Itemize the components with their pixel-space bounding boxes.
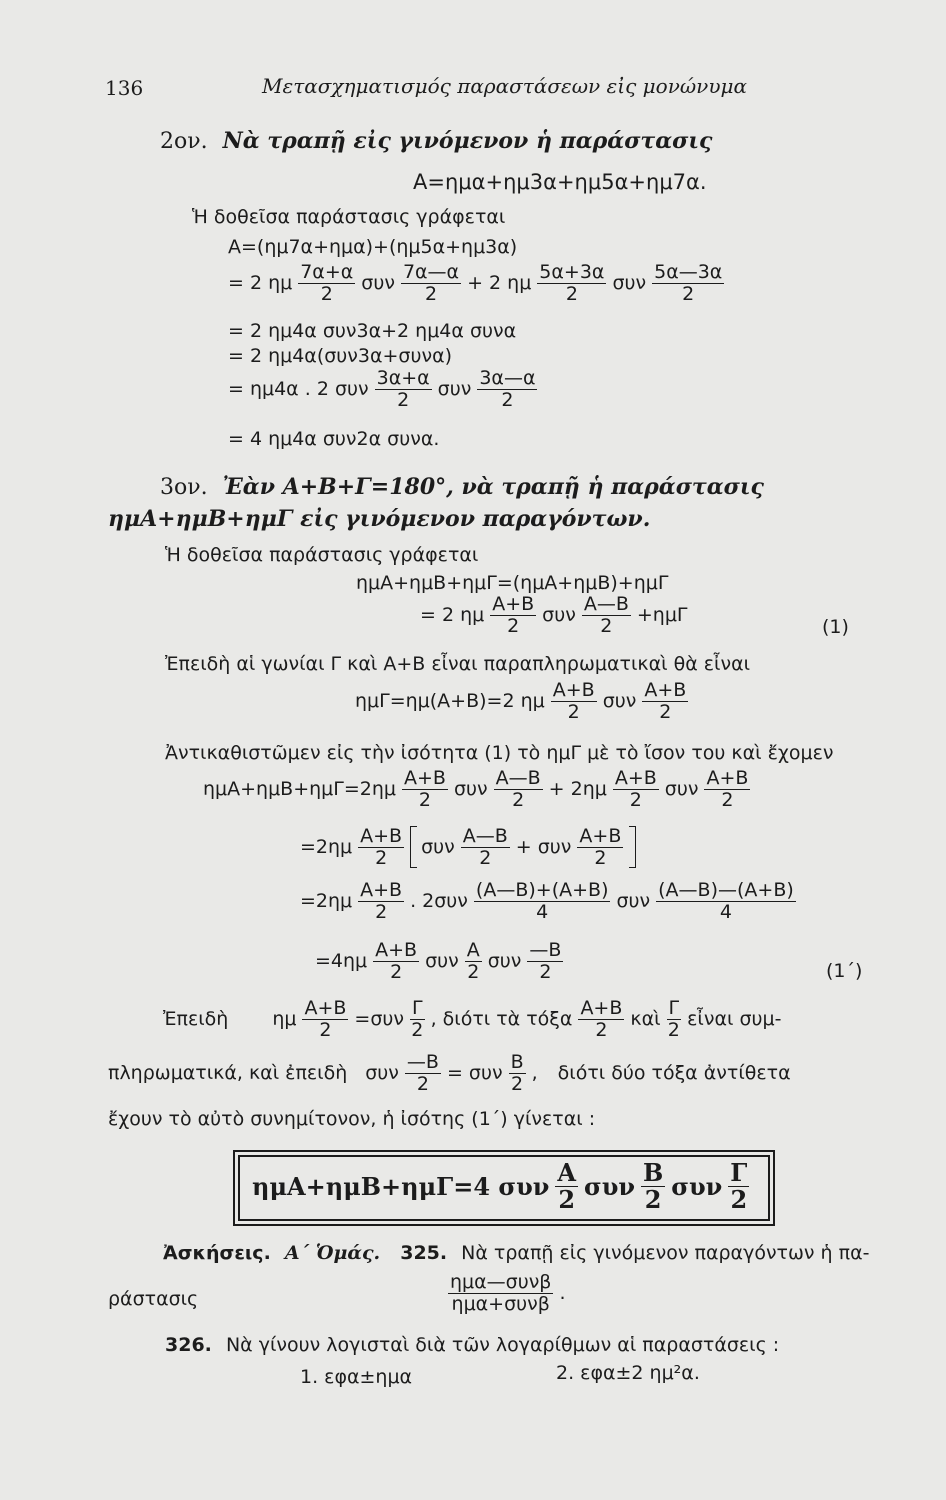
ex3-l6-frac1: Α+Β 2 — [360, 879, 403, 923]
ex2-l5-a: = ημ4α . 2 συν — [228, 378, 369, 401]
ex2-l5-b: συν — [437, 378, 472, 401]
ex3-l4-frac4: Α+Β 2 — [706, 767, 749, 811]
ex3-line6 — [300, 880, 798, 923]
left-bracket — [410, 826, 417, 868]
exercise-326-number: 326. — [165, 1334, 212, 1356]
ex3-s2-b: ημ — [272, 1008, 297, 1031]
ex3-s2-frac3: Α+Β 2 — [580, 997, 623, 1041]
ex2-l2-frac4: 5α—3α 2 — [654, 261, 723, 305]
ex3-s2-frac1: $\frac{A+B}{2}$ — [304, 997, 347, 1041]
result-b: συν — [584, 1172, 635, 1202]
ex3-tag1: (1) — [822, 616, 849, 638]
ex3-line3 — [355, 680, 690, 723]
ex3-l7-a: =4ημ — [315, 950, 368, 973]
ex2-heading — [160, 128, 712, 154]
ex3-line7 — [315, 940, 565, 983]
ex3-since4: ἔχουν τὸ αὐτὸ συνημίτονον, ἡ ἰσότης (1΄) γίνεται : — [108, 1108, 596, 1130]
ex2-title: Νὰ τραπῇ εἰς γινόμενον ἡ παράστασις — [222, 128, 713, 154]
ex3-l3-a: ημΓ=ημ(Α+Β)=2 ημ — [355, 690, 545, 713]
ex3-since2 — [163, 998, 781, 1041]
ex3-l6-a: =2ημ — [300, 890, 353, 913]
result-formula — [252, 1160, 751, 1214]
ex3-line2 — [420, 594, 688, 637]
ex3-s3-b: συν — [365, 1062, 399, 1085]
ex3-l6-c: συν — [616, 890, 651, 913]
ex3-l2-a: = 2 ημ — [420, 604, 485, 627]
page-number: 136 — [105, 76, 144, 100]
ex2-l2-frac1: 7α+α 2 — [300, 261, 354, 305]
ex2-number: 2ον. — [160, 129, 208, 154]
ex3-l7-frac2: Α 2 — [466, 939, 480, 983]
ex3-l5-a: =2ημ — [300, 836, 353, 859]
ex3-l7-frac1: Α+Β 2 — [375, 939, 418, 983]
ex3-title-line1: Ἐὰν Α+Β+Γ=180°, νὰ τραπῇ ἡ παράστασις — [222, 474, 764, 500]
ex3-line1: ημΑ+ημΒ+ημΓ=(ημΑ+ημΒ)+ημΓ — [356, 572, 669, 594]
ex3-s3-frac2: Β 2 — [510, 1051, 524, 1095]
ex2-line1: Α=(ημ7α+ημα)+(ημ5α+ημ3α) — [228, 236, 518, 258]
ex3-l4-frac3: Α+Β 2 — [614, 767, 657, 811]
ex2-l5-frac2: 3α—α 2 — [479, 367, 536, 411]
exercise-325-cont: ράστασις — [108, 1288, 199, 1310]
ex3-l4-c: + 2ημ — [548, 778, 607, 801]
ex3-l6-frac2: (Α—Β)+(Α+Β) 4 — [475, 879, 609, 923]
ex2-line5 — [228, 368, 539, 411]
ex3-l4-frac1: Α+Β 2 — [404, 767, 446, 811]
ex3-l2-frac2: Α—Β 2 — [583, 593, 629, 637]
ex3-l6-frac3: (Α—Β)—(Α+Β) 4 — [658, 879, 794, 923]
exercise-326 — [165, 1334, 779, 1356]
ex3-l3-b: συν — [602, 690, 637, 713]
ex325-frac: ημα—συνβ ημα+συνβ — [450, 1271, 552, 1315]
ex3-s2-c: =συν — [354, 1008, 404, 1031]
exercise-326-item2: 2. εφα±2 ημ²α. — [556, 1362, 700, 1384]
ex2-line3: = 2 ημ4α συν3α+2 ημ4α συνα — [228, 320, 517, 342]
ex3-s2-frac2: Γ 2 — [411, 997, 424, 1041]
ex3-s3-e: διότι δύο τόξα ἀντίθετα — [557, 1062, 791, 1085]
ex2-intro: Ἡ δοθεῖσα παράστασις γράφεται — [192, 206, 506, 228]
ex2-l2-d: συν — [612, 272, 647, 295]
exercise-326-text: Νὰ γίνουν λογισταὶ διὰ τῶν λογαρίθμων αἱ παραστάσεις : — [225, 1334, 780, 1356]
ex3-s3-c: = συν — [446, 1062, 503, 1085]
ex3-s3-a: πληρωματικά, καὶ ἐπειδὴ — [108, 1062, 348, 1085]
exercise-325-fraction — [446, 1272, 565, 1315]
ex3-l2-b: συν — [542, 604, 576, 627]
ex2-l2-frac3: 5α+3α 2 — [539, 261, 605, 305]
ex3-line5 — [300, 826, 636, 869]
ex3-l4-d: συν — [664, 778, 699, 801]
result-a: ημΑ+ημΒ+ημΓ=4 συν — [252, 1172, 550, 1202]
ex3-s2-frac4: Γ 2 — [667, 997, 680, 1041]
ex2-l2-a: = 2 ημ — [228, 272, 293, 295]
ex3-l7-b: συν — [425, 950, 459, 973]
ex3-s2-d: , διότι τὰ τόξα — [430, 1008, 573, 1031]
ex3-l7-frac3: —Β 2 — [529, 939, 562, 983]
ex3-l4-b: συν — [453, 778, 488, 801]
ex2-l5-frac1: 3α+α 2 — [376, 367, 430, 411]
ex325-end: . — [559, 1282, 566, 1305]
ex3-l4-frac2: Α—Β 2 — [495, 767, 541, 811]
exercise-325-text: Νὰ τραπῇ εἰς γινόμενον παραγόντων ἡ πα- — [461, 1242, 870, 1264]
ex3-l5-b: συν — [421, 836, 455, 859]
exercises-label: Ἀσκήσεις. — [163, 1242, 271, 1264]
exercises-group: Α΄ Ὁμάς. — [284, 1242, 381, 1264]
ex2-l2-b: συν — [361, 272, 395, 295]
right-bracket — [629, 826, 636, 868]
ex2-line4: = 2 ημ4α(συν3α+συνα) — [228, 345, 453, 367]
ex2-expression: Α=ημα+ημ3α+ημ5α+ημ7α. — [413, 170, 707, 194]
ex3-l5-frac3: Α+Β 2 — [579, 825, 622, 869]
ex3-l2-c: +ημΓ — [636, 604, 688, 627]
ex3-number: 3ον. — [160, 475, 208, 500]
ex3-title-line2: ημΑ+ημΒ+ημΓ εἰς γινόμενον παραγόντων. — [108, 506, 651, 532]
ex3-tag2: (1΄) — [826, 960, 863, 982]
ex3-l3-frac1: Α+Β 2 — [552, 679, 595, 723]
ex3-l5-frac1: Α+Β 2 — [360, 825, 403, 869]
ex3-l3-frac2: Α+Β 2 — [644, 679, 687, 723]
ex3-l4-a: ημΑ+ημΒ+ημΓ=2ημ — [203, 778, 396, 801]
ex3-l7-c: συν — [487, 950, 522, 973]
ex3-intro: Ἡ δοθεῖσα παράστασις γράφεται — [165, 544, 479, 566]
ex3-s3-d: , — [531, 1062, 538, 1085]
result-frac1: Α 2 — [557, 1158, 576, 1215]
ex3-s3-frac1: $\frac{—B}{2}$ — [406, 1051, 439, 1095]
ex3-s2-a: Ἐπειδὴ — [163, 1008, 229, 1031]
ex2-l2-c: + 2 ημ — [467, 272, 532, 295]
ex2-line2 — [228, 262, 726, 305]
ex2-line6: = 4 ημ4α συν2α συνα. — [228, 428, 440, 450]
exercises-line1 — [163, 1242, 869, 1264]
running-title: Μετασχηματισμός παραστάσεων εἰς μονώνυμα — [262, 74, 747, 98]
ex3-l2-frac1: Α+Β 2 — [492, 593, 535, 637]
ex3-line4 — [203, 768, 752, 811]
ex3-l5-c: + συν — [515, 836, 572, 859]
ex3-l6-b: . 2συν — [410, 890, 468, 913]
ex2-l2-frac2: 7α—α 2 — [402, 261, 460, 305]
exercise-326-item1: 1. εφα±ημα — [300, 1366, 413, 1388]
result-c: συν — [671, 1172, 723, 1202]
ex3-since1: Ἐπειδὴ αἱ γωνίαι Γ καὶ Α+Β εἶναι παραπληρωματικαὶ θὰ εἶναι — [165, 653, 751, 675]
result-frac3: Γ 2 — [730, 1158, 748, 1215]
ex3-l5-frac2: Α—Β 2 — [462, 825, 508, 869]
exercise-325-number: 325. — [400, 1242, 448, 1264]
result-frac2: Β 2 — [643, 1158, 664, 1215]
ex3-heading — [160, 474, 764, 500]
ex3-since3 — [108, 1052, 791, 1095]
ex3-s2-f: εἶναι συμ- — [687, 1008, 782, 1031]
ex3-replace: Ἀντικαθιστῶμεν εἰς τὴν ἰσότητα (1) τὸ ημΓ μὲ τὸ ἴσον του καὶ ἔχομεν — [165, 742, 834, 764]
ex3-s2-e: καὶ — [630, 1008, 661, 1031]
